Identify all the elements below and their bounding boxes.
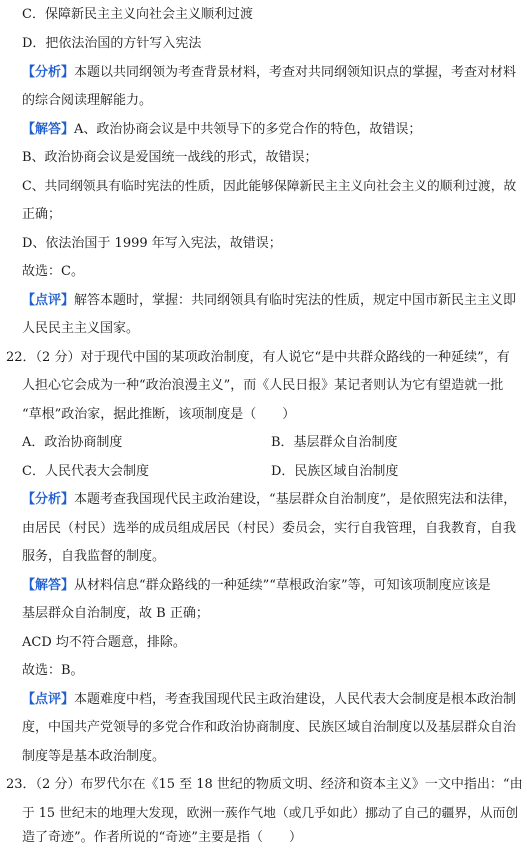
- q21-analysis-line-1: [22, 64, 516, 82]
- comment-text: 本题难度中档，考查我国现代民主政治建设，人民代表大会制度是根本政治制: [74, 692, 517, 707]
- q22-stem-line-2: 人担心它会成为一种“政治浪漫主义”，而《人民日报》某记者则认为它有望造就一批: [22, 378, 504, 393]
- q22-option-c: C．人民代表大会制度: [22, 464, 149, 479]
- q22-stem-line-3: “草根”政治家，据此推断，该项制度是（ ）: [22, 407, 296, 422]
- q21-choice: 故选：C。: [22, 264, 84, 279]
- answer-text: 从材料信息“群众路线的一种延续”“草根政治家”等，可知该项制度应该是: [74, 578, 491, 593]
- q21-answer-line-b: B、政治协商会议是爱国统一战线的形式，故错误；: [22, 150, 318, 165]
- q22-comment-line-1: [22, 691, 516, 709]
- analysis-tag: 【分析】: [22, 65, 75, 80]
- q21-option-d: D．把依法治国的方针写入宪法: [22, 36, 202, 51]
- q22-comment-line-2: 度，中国共产党领导的多党合作和政治协商制度、民族区域自治制度以及基层群众自治: [22, 720, 517, 735]
- analysis-tag: 【分析】: [22, 492, 75, 507]
- q21-answer-line-c2: 正确；: [22, 207, 62, 222]
- q21-comment-line-2: 人民民主主义国家。: [22, 321, 140, 336]
- analysis-text: 本题以共同纲领为考查背景材料，考查对共同纲领知识点的掌握，考查对材料: [74, 65, 517, 80]
- q22-answer-line-2: 基层群众自治制度，故 B 正确；: [22, 606, 209, 621]
- q21-answer-line-c1: C、共同纲领具有临时宪法的性质，因此能够保障新民主主义向社会主义的顺利过渡，故: [22, 179, 517, 194]
- q21-option-c: C．保障新民主主义向社会主义顺利过渡: [22, 7, 253, 22]
- q22-answer-line-1: [22, 577, 491, 595]
- comment-tag: 【点评】: [22, 293, 75, 308]
- answer-tag: 【解答】: [22, 122, 75, 137]
- comment-tag: 【点评】: [22, 692, 75, 707]
- q22-analysis-line-2: 由居民（村民）选举的成员组成居民（村民）委员会，实行自我管理，自我教育，自我: [22, 521, 517, 536]
- answer-text: A、政治协商会议是中共领导下的多党合作的特色，故错误；: [74, 122, 422, 137]
- q22-stem-line-1: 22．（2 分）对于现代中国的某项政治制度，有人说它“是中共群众路线的一种延续”，有: [6, 350, 510, 365]
- q22-analysis-line-1: [22, 491, 516, 509]
- q21-analysis-line-2: 的综合阅读理解能力。: [22, 93, 153, 108]
- q22-option-b: B．基层群众自治制度: [271, 435, 398, 450]
- q23-stem-line-2: 于 15 世纪末的地理大发现，欧洲一蔟作气地（或几乎如此）挪动了自己的疆界，从而创: [22, 806, 519, 821]
- q23-stem-line-3: 造了奇迹”。作者所说的“奇迹”主要是指（ ）: [22, 830, 302, 845]
- q21-answer-line-d: D、依法治国于 1999 年写入宪法，故错误；: [22, 236, 282, 251]
- q21-comment-line-1: [22, 292, 516, 310]
- comment-text: 解答本题时，掌握：共同纲领具有临时宪法的性质，规定中国市新民主主义即: [74, 293, 517, 308]
- q22-analysis-line-3: 服务，自我监督的制度。: [22, 549, 166, 564]
- analysis-text: 本题考查我国现代民主政治建设，“基层群众自治制度”，是依照宪法和法律，: [74, 492, 517, 507]
- q22-option-d: D．民族区域自治制度: [271, 464, 399, 479]
- q22-comment-line-3: 制度等是基本政治制度。: [22, 749, 166, 764]
- q22-choice: 故选：B。: [22, 663, 84, 678]
- q21-answer-line-a: [22, 121, 421, 139]
- answer-tag: 【解答】: [22, 578, 75, 593]
- q23-stem-line-1: 23．（2 分）布罗代尔在《15 至 18 世纪的物质文明、经济和资本主义》一文中指出：“由: [6, 777, 523, 792]
- q22-answer-line-3: ACD 均不符合题意，排除。: [22, 635, 186, 650]
- q22-option-a: A．政治协商制度: [22, 435, 123, 450]
